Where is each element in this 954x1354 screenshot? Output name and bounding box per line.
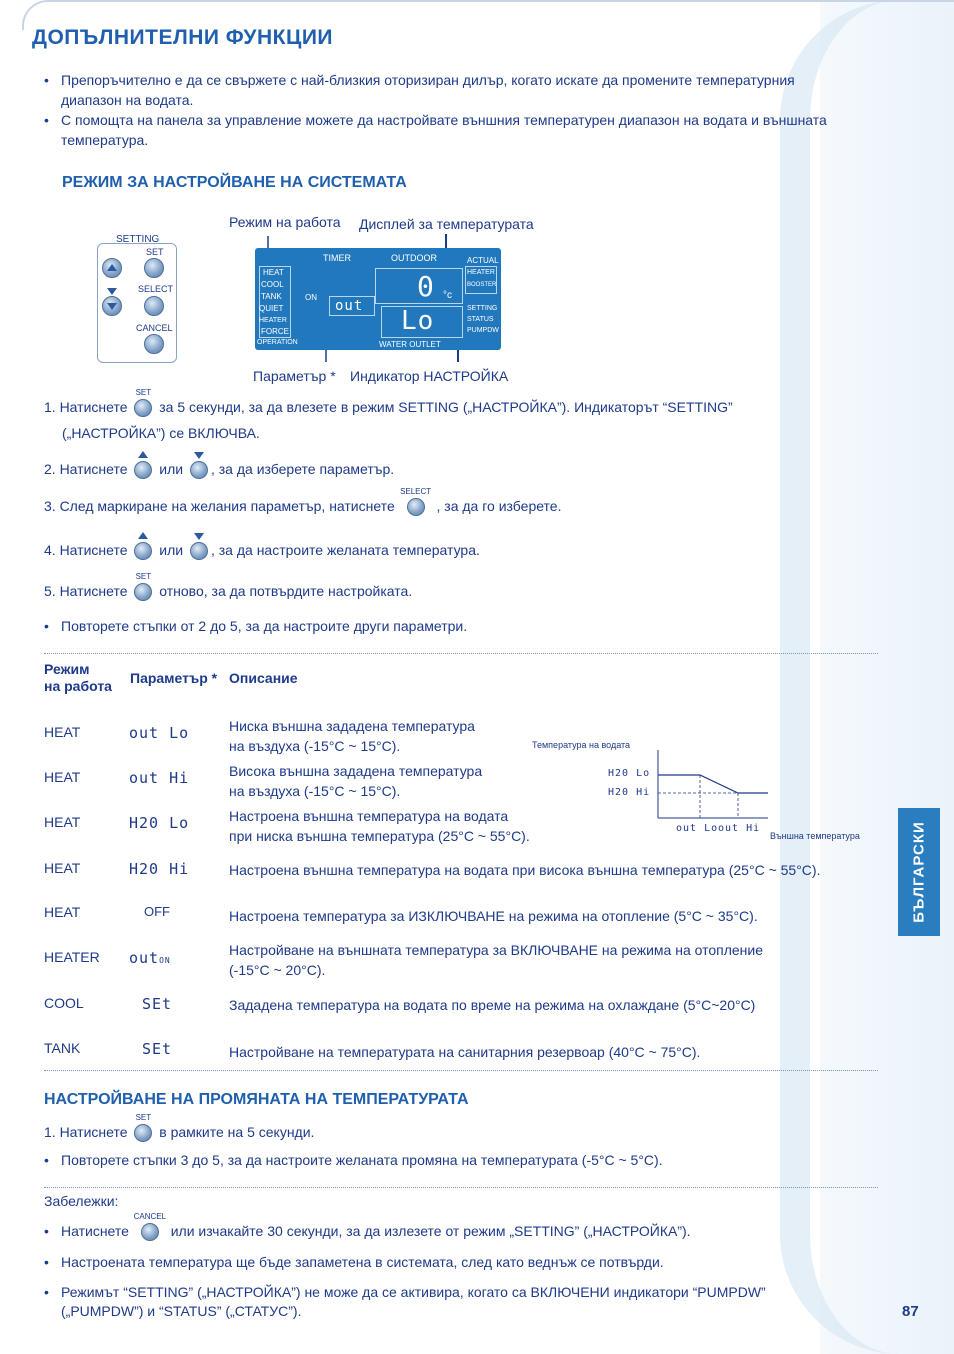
section-heading-system-setting: РЕЖИМ ЗА НАСТРОЙВАНЕ НА СИСТЕМАТА [62, 174, 407, 191]
up-button[interactable] [134, 461, 152, 479]
divider [44, 1187, 878, 1188]
repeat-note: • Повторете стъпки от 2 до 5, за да настроите други параметри. [44, 618, 467, 634]
intro-item: • Препоръчително е да се свържете с най-близкия оторизиран дилър, когато искате да промените температурния диапазон на водата. [44, 70, 834, 110]
table-header-description: Описание [229, 670, 298, 686]
graph-xtick: out Lo [676, 823, 719, 834]
step-3: 3. След маркиране на желания параметър, натиснете SELECT , за да го изберете. [44, 498, 561, 516]
right-decor-curve [780, 0, 954, 1354]
lcd-operation: OPERATION [257, 339, 298, 346]
remote-set-label: SET [146, 247, 164, 257]
page-number: 87 [902, 1303, 919, 1320]
notes-heading: Забележки: [44, 1193, 119, 1209]
remote-cancel-button[interactable] [144, 334, 164, 354]
label-parameter: Параметър * [253, 368, 336, 384]
note-3: • Режимът “SETTING” („НАСТРОЙКА”) не може да се активира, когато са ВКЛЮЧЕНИ индикатори “PUMPDW” („PUMPDW”) и “STATUS” („СТАТУС”). [44, 1283, 766, 1321]
intro-item: • С помощта на панела за управление можете да настройвате външния температурен диапазон на водата и външната температура. [44, 110, 834, 150]
arrow-up-icon [138, 532, 148, 539]
remote-select-button[interactable] [144, 296, 164, 316]
graph-xlabel: Външна температура [770, 831, 860, 841]
lcd-lo-value: Lo [401, 306, 435, 336]
arrow-up-icon [138, 451, 148, 458]
graph-ytick: H20 Hi [608, 787, 651, 798]
lcd-setting: SETTING [467, 305, 498, 312]
temp-change-step-1: 1. Натиснете SET в рамките на 5 секунди. [44, 1124, 314, 1142]
lcd-mode-cool: COOL [261, 280, 284, 289]
note-1: • Натиснете CANCEL или изчакайте 30 секунди, за да излезете от режим „SETTING” („НАСТРОЙКА”). [44, 1223, 691, 1241]
lcd-mode-heater: HEATER [259, 317, 287, 324]
remote-cancel-label: CANCEL [136, 323, 173, 333]
set-button[interactable]: SET [134, 1124, 152, 1142]
divider [44, 653, 878, 654]
temp-change-repeat: • Повторете стъпки 3 до 5, за да настроите желаната промяна на температурата (-5°C ~ 5°C). [44, 1152, 663, 1168]
table-header-mode: Режим на работа [44, 661, 112, 694]
step-2: 2. Натиснете или , за да изберете параметър. [44, 461, 394, 479]
lcd-on: ON [305, 293, 317, 302]
temperature-graph [530, 738, 880, 848]
lcd-display [255, 248, 501, 350]
down-button[interactable] [190, 461, 208, 479]
graph-ylabel: Температура на водата [532, 740, 631, 750]
label-setting-indicator: Индикатор НАСТРОЙКА [350, 368, 509, 384]
lcd-temp-unit: °c [443, 290, 452, 301]
lcd-mode-tank: TANK [261, 292, 282, 301]
remote-set-button[interactable] [144, 258, 164, 278]
note-2: • Настроената температура ще бъде запаметена в системата, след като веднъж се потвърди. [44, 1254, 664, 1270]
lcd-actual: ACTUAL [467, 256, 499, 265]
step-1: 1. Натиснете SET за 5 секунди, за да влезете в режим SETTING („НАСТРОЙКА”). Индикаторът “SETTING” [44, 399, 733, 417]
graph-lines [530, 738, 880, 848]
cancel-button[interactable]: CANCEL [141, 1223, 159, 1241]
lcd-timer: TIMER [323, 253, 351, 263]
arrow-down-icon [107, 288, 117, 295]
step-5: 5. Натиснете SET отново, за да потвърдите настройката. [44, 583, 412, 601]
down-button[interactable] [190, 542, 208, 560]
page-title: ДОПЪЛНИТЕЛНИ ФУНКЦИИ [32, 26, 334, 49]
graph-ytick: H20 Lo [608, 768, 651, 779]
step-1-line2: („НАСТРОЙКА”) се ВКЛЮЧВА. [62, 425, 260, 441]
divider [44, 1070, 878, 1071]
lcd-mode-heat: HEAT [263, 268, 284, 277]
lcd-status: STATUS [467, 316, 494, 323]
lcd-mode-quiet: QUIET [259, 304, 284, 313]
language-tab: БЪЛГАРСКИ [898, 808, 940, 936]
remote-control-panel [97, 243, 177, 363]
label-operation-mode: Режим на работа [229, 214, 341, 230]
label-temperature-display: Дисплей за температурата [359, 216, 534, 232]
set-button[interactable]: SET [134, 399, 152, 417]
remote-down-button[interactable] [102, 296, 122, 316]
remote-select-label: SELECT [138, 284, 174, 294]
arrow-down-icon [194, 452, 204, 459]
step-4: 4. Натиснете или , за да настроите желаната температура. [44, 542, 480, 560]
lcd-pumpdw: PUMPDW [467, 327, 499, 334]
lcd-outdoor: OUTDOOR [391, 253, 437, 263]
arrow-down-icon [107, 303, 117, 310]
arrow-up-icon [107, 264, 117, 271]
select-button[interactable]: SELECT [407, 498, 425, 516]
section-heading-temp-change: НАСТРОЙВАНЕ НА ПРОМЯНАТА НА ТЕМПЕРАТУРАТА [44, 1091, 469, 1108]
intro-list [44, 70, 834, 150]
lcd-param-out: out [335, 298, 364, 314]
up-button[interactable] [134, 542, 152, 560]
lcd-water-outlet: WATER OUTLET [379, 340, 441, 349]
lcd-booster: BOOSTER [467, 282, 497, 288]
arrow-down-icon [194, 533, 204, 540]
remote-up-button[interactable] [102, 258, 122, 278]
set-button[interactable]: SET [134, 583, 152, 601]
lcd-heater: HEATER [467, 269, 495, 276]
remote-setting-label: SETTING [116, 234, 160, 245]
lcd-temp-value: 0 [417, 270, 435, 303]
graph-xtick: out Hi [718, 823, 761, 834]
lcd-mode-force: FORCE [261, 327, 289, 336]
table-header-parameter: Параметър * [130, 670, 218, 686]
